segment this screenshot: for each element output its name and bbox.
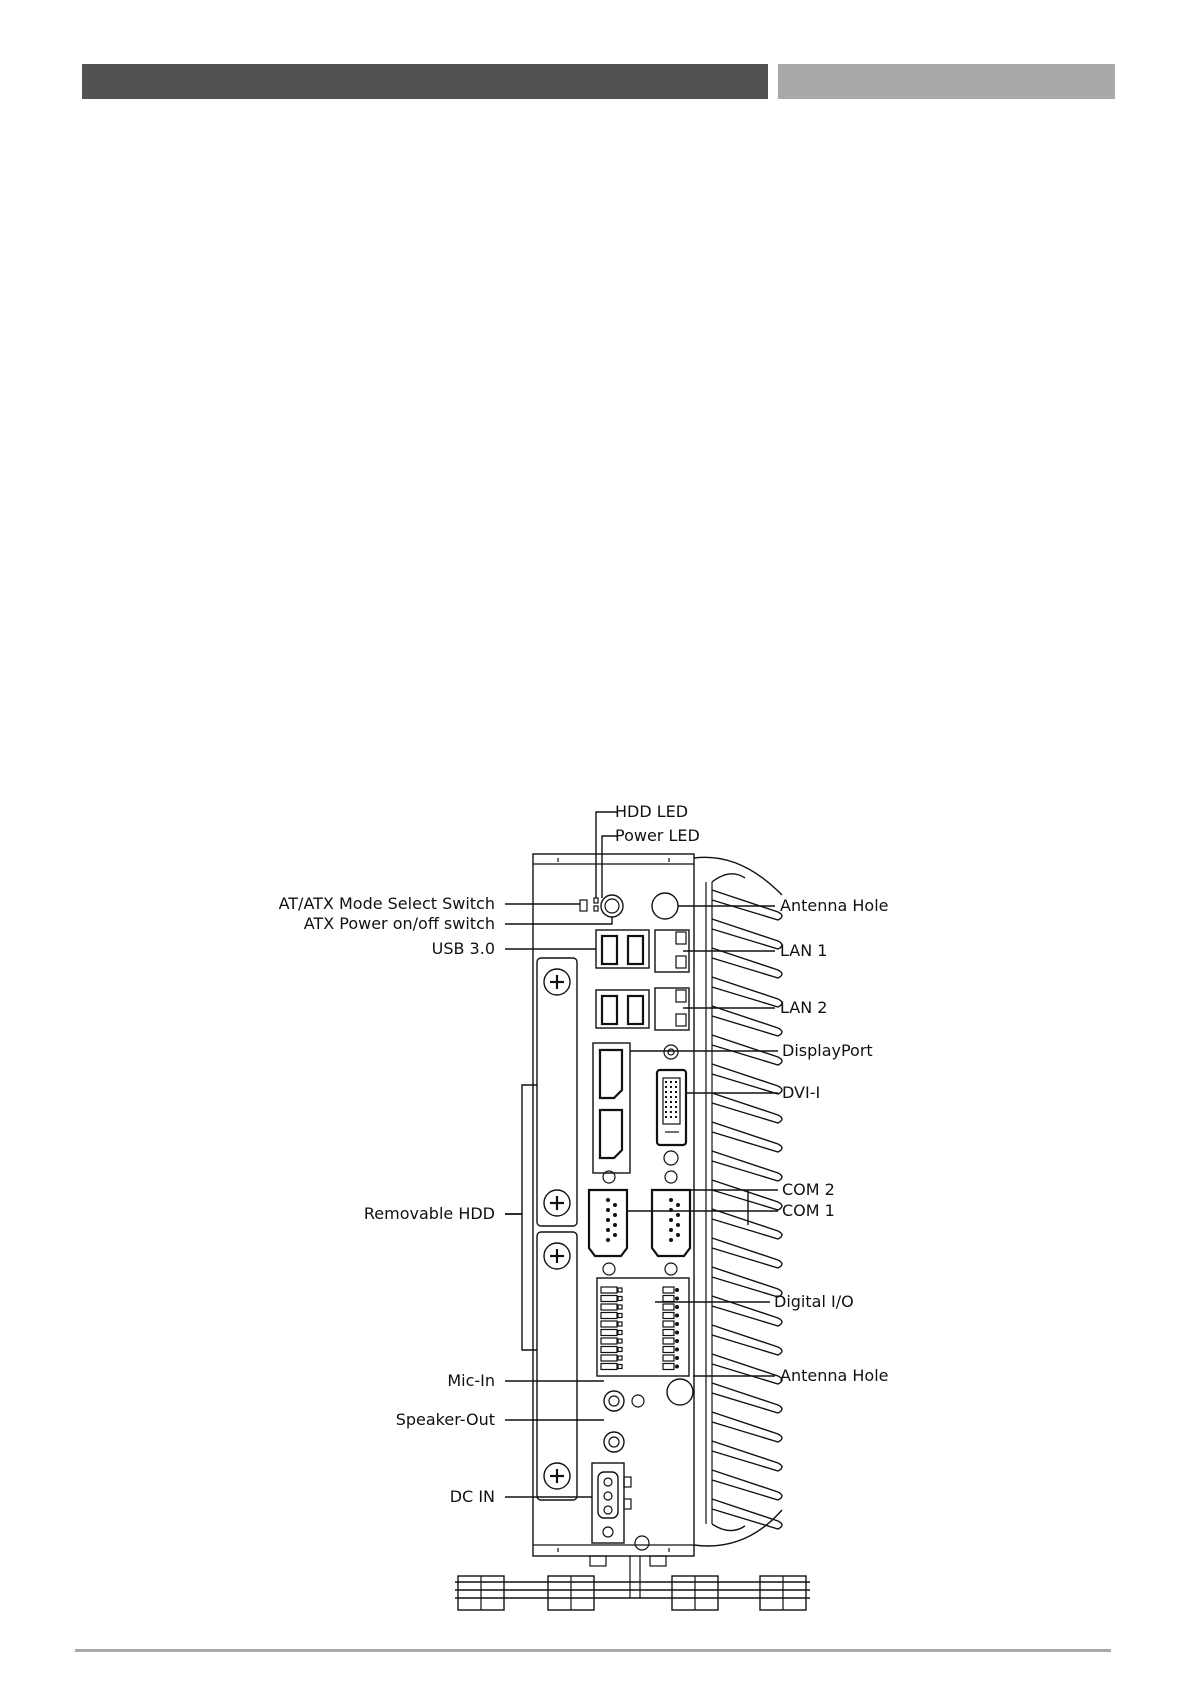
heatsink-fin bbox=[712, 1035, 782, 1065]
leader-lines bbox=[505, 812, 778, 1497]
heatsink-fin bbox=[712, 1238, 782, 1268]
dc-in-connector bbox=[592, 1463, 649, 1550]
heatsink-fin bbox=[712, 1499, 782, 1529]
heatsink-fin bbox=[712, 919, 782, 949]
label-displayport: DisplayPort bbox=[782, 1041, 873, 1060]
label-antenna-hole-bottom: Antenna Hole bbox=[780, 1366, 889, 1385]
heatsink-fin bbox=[712, 1122, 782, 1152]
hdd-trays bbox=[537, 958, 577, 1500]
power-controls bbox=[580, 895, 623, 917]
label-com2: COM 2 bbox=[782, 1180, 835, 1199]
screw-icon bbox=[544, 1463, 570, 1489]
heatsink-fin bbox=[712, 1209, 782, 1239]
antenna-hole-top-circle bbox=[652, 893, 678, 919]
label-dvi-i: DVI-I bbox=[782, 1083, 821, 1102]
heatsink-fin bbox=[712, 1151, 782, 1181]
heatsink-fin bbox=[712, 1064, 782, 1094]
footer-rule bbox=[75, 1649, 1111, 1652]
heatsink-fin bbox=[712, 1412, 782, 1442]
dvi-port bbox=[657, 1070, 686, 1165]
heatsink bbox=[694, 857, 782, 1546]
label-usb30: USB 3.0 bbox=[431, 939, 495, 958]
label-lan2: LAN 2 bbox=[780, 998, 828, 1017]
heatsink-fin bbox=[712, 1441, 782, 1471]
label-at-atx-switch: AT/ATX Mode Select Switch bbox=[278, 894, 495, 913]
audio-jacks bbox=[604, 1391, 644, 1452]
label-hdd-led: HDD LED bbox=[615, 802, 689, 821]
antenna-hole-bottom-circle bbox=[667, 1379, 693, 1405]
heatsink-fin bbox=[712, 1325, 782, 1355]
label-com1: COM 1 bbox=[782, 1201, 835, 1220]
digital-io-block bbox=[597, 1278, 689, 1376]
heatsink-fin bbox=[712, 1180, 782, 1210]
heatsink-fin bbox=[712, 1383, 782, 1413]
usb-ports bbox=[596, 930, 649, 1028]
label-atx-power-switch: ATX Power on/off switch bbox=[303, 914, 495, 933]
heatsink-fin bbox=[712, 1093, 782, 1123]
screw-icon bbox=[544, 1243, 570, 1269]
heatsink-fin bbox=[712, 1470, 782, 1500]
label-mic-in: Mic-In bbox=[447, 1371, 495, 1390]
label-dc-in: DC IN bbox=[449, 1487, 495, 1506]
lan-ports bbox=[655, 930, 689, 1030]
heatsink-fin bbox=[712, 977, 782, 1007]
heatsink-fin bbox=[712, 1267, 782, 1297]
heatsink-fin bbox=[712, 1006, 782, 1036]
screw-icon bbox=[544, 969, 570, 995]
label-digital-io: Digital I/O bbox=[774, 1292, 854, 1311]
label-power-led: Power LED bbox=[615, 826, 700, 845]
heatsink-fin bbox=[712, 1354, 782, 1384]
label-lan1: LAN 1 bbox=[780, 941, 828, 960]
com-ports bbox=[589, 1171, 690, 1275]
heatsink-fin bbox=[712, 890, 782, 920]
mounting-feet bbox=[455, 1556, 810, 1610]
label-speaker-out: Speaker-Out bbox=[395, 1410, 495, 1429]
heatsink-fin bbox=[712, 948, 782, 978]
screw-icon bbox=[544, 1190, 570, 1216]
label-antenna-hole-top: Antenna Hole bbox=[780, 896, 889, 915]
label-removable-hdd: Removable HDD bbox=[363, 1204, 495, 1223]
heatsink-fin bbox=[712, 1296, 782, 1326]
labels bbox=[279, 802, 889, 1506]
